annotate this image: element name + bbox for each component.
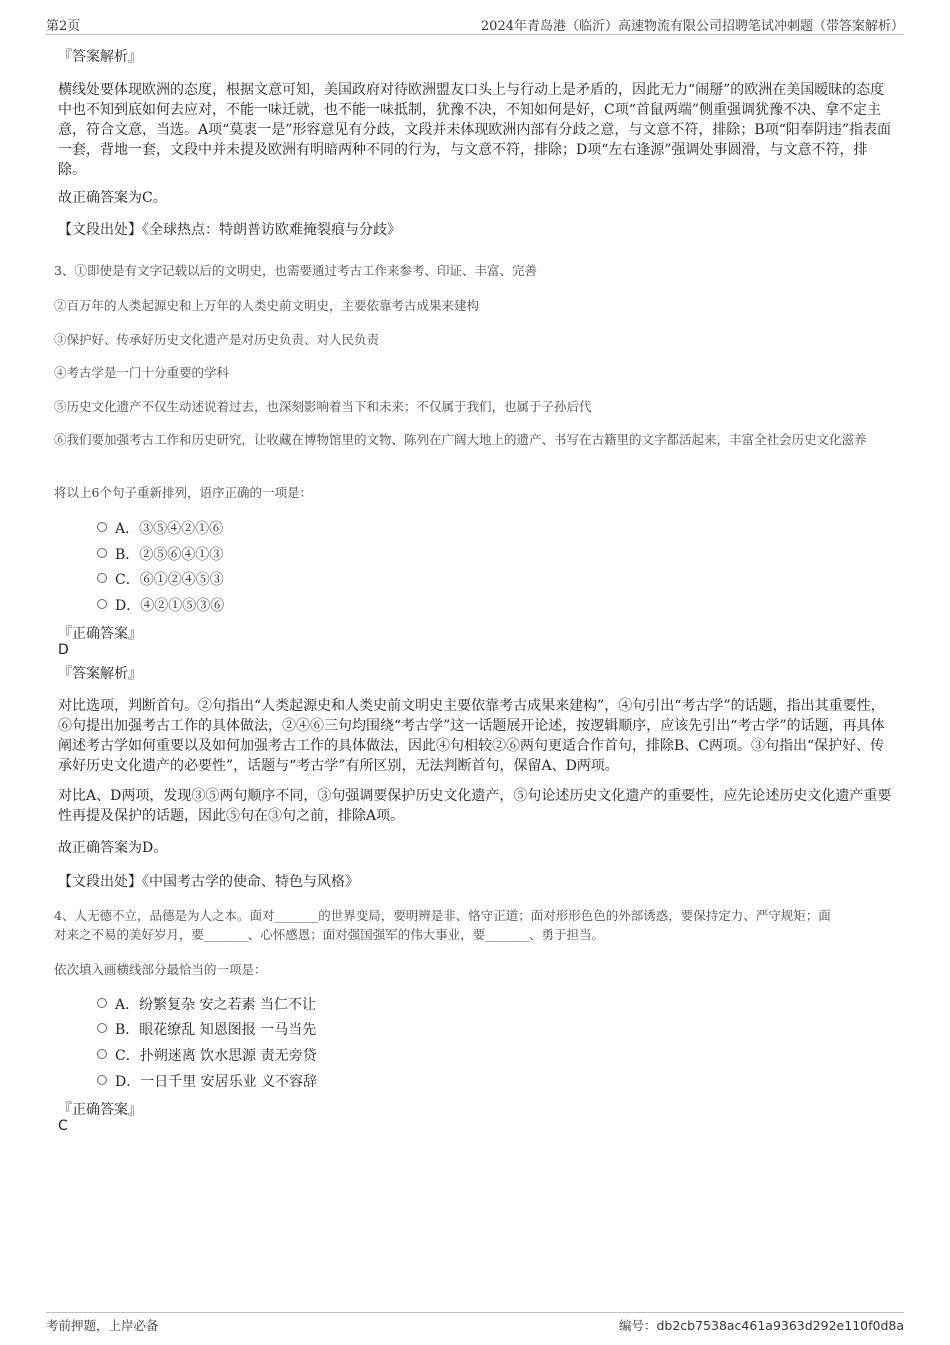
q3-option-b[interactable]: B．②⑤⑥④①③ bbox=[97, 544, 223, 566]
radio-icon[interactable] bbox=[97, 573, 107, 583]
q4-option-b[interactable]: B．眼花缭乱 知恩图报 一马当先 bbox=[97, 1019, 316, 1041]
fill-blank: _______ bbox=[485, 927, 530, 942]
radio-icon[interactable] bbox=[97, 548, 107, 558]
fill-blank: _______ bbox=[204, 927, 248, 942]
radio-icon[interactable] bbox=[97, 998, 107, 1008]
q4-option-d[interactable]: D．一日千里 安居乐业 义不容辞 bbox=[97, 1071, 317, 1093]
radio-icon[interactable] bbox=[97, 522, 107, 532]
correct-answer-value: C bbox=[58, 1118, 68, 1134]
question-4-prompt: 依次填入画横线部分最恰当的一项是： bbox=[54, 962, 267, 977]
answer-analysis-text-2: 对比A、D两项，发现③⑤两句顺序不同，③句强调要保护历史文化遗产，⑤句论述历史文化遗产的重要性，应先论述历史文化遗产重要性再提及保护的话题，因此⑤句在③句之前，排除A项。 bbox=[58, 788, 892, 824]
answer-analysis-label: 『答案解析』 bbox=[58, 49, 142, 65]
q4-option-a[interactable]: A．纷繁复杂 安之若素 当仁不让 bbox=[97, 994, 316, 1016]
footer-slogan: 考前押题，上岸必备 bbox=[46, 1318, 159, 1333]
question-3-line-4: ④考古学是一门十分重要的学科 bbox=[54, 365, 230, 380]
question-4-text: 4、人无德不立，品德是为人之本。面对_______的世界变局，要明辨是非、恪守正道；面对形形色色的外部诱惑，要保持定力、严守规矩；面 对来之不易的美好岁月，要_______、心怀感恩；面对强国强军的伟大事业，要_______、勇于担当。 bbox=[54, 908, 831, 942]
radio-icon[interactable] bbox=[97, 1023, 107, 1033]
answer-conclusion: 故正确答案为D。 bbox=[58, 840, 168, 856]
page-footer bbox=[46, 1312, 904, 1333]
answer-conclusion: 故正确答案为C。 bbox=[58, 190, 167, 206]
correct-answer-label: 『正确答案』 bbox=[58, 626, 142, 642]
question-3-line-6: ⑥我们要加强考古工作和历史研究，让收藏在博物馆里的文物、陈列在广阔大地上的遗产、书写在古籍里的文字都活起来，丰富全社会历史文化滋养 bbox=[54, 432, 867, 447]
question-3-line-3: ③保护好、传承好历史文化遗产是对历史负责、对人民负责 bbox=[54, 332, 380, 347]
q3-option-c[interactable]: C．⑥①②④⑤③ bbox=[97, 569, 224, 591]
question-3-prompt: 将以上6个句子重新排列，语序正确的一项是： bbox=[54, 485, 312, 500]
radio-icon[interactable] bbox=[97, 599, 107, 609]
passage-source: 【文段出处】《中国考古学的使命、特色与风格》 bbox=[58, 874, 359, 890]
question-3-line-2: ②百万年的人类起源史和上万年的人类史前文明史，主要依靠考古成果来建构 bbox=[54, 298, 480, 313]
answer-analysis-text: 对比选项，判断首句。②句指出“人类起源史和人类史前文明史主要依靠考古成果来建构”，④句引出“考古学”的话题，指出其重要性，⑥句提出加强考古工作的具体做法，②④⑥三句均围绕“考古学”这一话题展开论述，按逻辑顺序，应该先引出“考古学”的话题，再具体阐述考古学如何重要以及如何加强考古工作的具体做法，因此④句相较②⑥两句更适合作首句，排除B、C两项。③句指出“保护好、传承好历史文化遗产的必要性”，话题与“考古学”有所区别，无法判断首句，保留A、D两项。 bbox=[58, 698, 885, 774]
passage-source: 【文段出处】《全球热点：特朗普访欧难掩裂痕与分歧》 bbox=[58, 222, 401, 238]
question-3-line-1: 3、①即使是有文字记载以后的文明史，也需要通过考古工作来参考、印证、丰富、完善 bbox=[54, 263, 537, 278]
correct-answer-label: 『正确答案』 bbox=[58, 1102, 142, 1118]
document-title: 2024年青岛港（临沂）高速物流有限公司招聘笔试冲刺题（带答案解析） bbox=[480, 19, 904, 34]
q3-option-d[interactable]: D．④②①⑤③⑥ bbox=[97, 595, 224, 617]
q4-option-c[interactable]: C．扑朔迷离 饮水思源 责无旁贷 bbox=[97, 1045, 317, 1067]
correct-answer-value: D bbox=[58, 642, 69, 658]
question-3-line-5: ⑤历史文化遗产不仅生动述说着过去，也深刻影响着当下和未来；不仅属于我们，也属于子孙后代 bbox=[54, 399, 592, 414]
q3-option-a[interactable]: A．③⑤④②①⑥ bbox=[97, 518, 223, 540]
page-header bbox=[46, 14, 904, 35]
fill-blank: _______ bbox=[274, 908, 319, 923]
document-id: 编号：db2cb7538ac461a9363d292e110f0d8a bbox=[618, 1318, 904, 1333]
radio-icon[interactable] bbox=[97, 1049, 107, 1059]
answer-analysis-label: 『答案解析』 bbox=[58, 666, 142, 682]
page-number: 第2页 bbox=[46, 19, 81, 34]
radio-icon[interactable] bbox=[97, 1075, 107, 1085]
answer-analysis-text: 横线处要体现欧洲的态度，根据文意可知，美国政府对待欧洲盟友口头上与行动上是矛盾的，因此无力“闹掰”的欧洲在美国暧昧的态度中也不知到底如何去应对，不能一味迁就，也不能一味抵制，犹豫不决，不知如何是好，C项“首鼠两端”侧重强调犹豫不决、拿不定主意，符合文意，当选。A项“莫衷一是”形容意见有分歧，文段并未体现欧洲内部有分歧之意，与文意不符，排除；B项“阳奉阴违”指表面一套，背地一套，文段中并未提及欧洲有明暗两种不同的行为，与文意不符，排除；D项“左右逢源”强调处事圆滑，与文意不符，排除。 bbox=[58, 82, 892, 178]
